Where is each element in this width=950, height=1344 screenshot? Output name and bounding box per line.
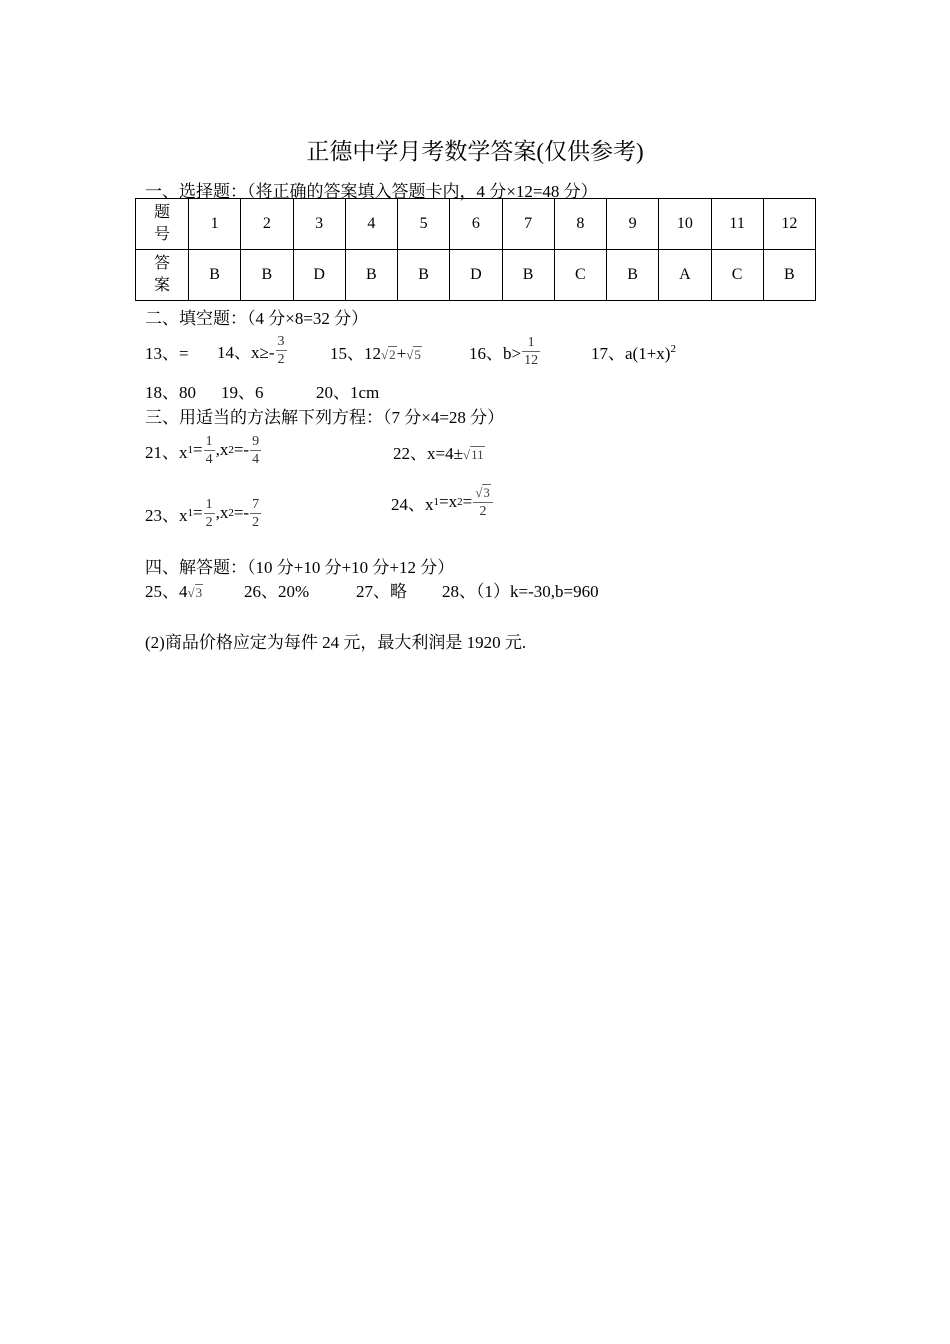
answer-22	[393, 439, 485, 464]
question-number-cell: 2	[241, 199, 293, 250]
answer-25-prefix: 25、4	[145, 582, 188, 601]
answer-cell: C	[711, 250, 763, 301]
answer-24-fraction	[473, 484, 493, 520]
answer-15-prefix: 15、12	[330, 344, 381, 363]
answer-21-eq-2: =-	[233, 440, 250, 459]
answer-22-radical: √11	[462, 447, 484, 462]
answer-cell: D	[450, 250, 502, 301]
answer-23-eq-2: =-	[233, 503, 250, 522]
row-label-answer-char2: 案	[153, 277, 170, 294]
answer-row	[136, 250, 816, 301]
answer-25-radical: √3	[187, 585, 203, 600]
answer-21-numerator-2: 9	[252, 433, 260, 449]
answer-21-sub-2: 2	[228, 444, 234, 456]
answer-15-radical-2: √5	[406, 347, 421, 362]
answer-19: 19、6	[221, 383, 264, 402]
answer-14-denominator: 2	[277, 351, 285, 367]
answer-15-radical-1: √2	[381, 347, 396, 362]
question-number-cell: 7	[502, 199, 554, 250]
answer-27: 27、略	[356, 582, 407, 601]
answer-23-numerator-1: 1	[205, 496, 213, 512]
answer-16	[469, 330, 541, 372]
answer-28-part2: (2)商品价格应定为每件 24 元，最大利润是 1920 元.	[145, 633, 527, 652]
answer-25-radicand: 3	[195, 585, 203, 600]
answer-cell: B	[763, 250, 815, 301]
answer-24-prefix: 24、x	[391, 494, 434, 514]
answer-17-prefix: 17、a(1+x)	[591, 344, 671, 363]
answer-16-prefix: 16、b>	[469, 343, 522, 363]
question-number-cell: 1	[189, 199, 241, 250]
row-label-question	[136, 199, 189, 250]
answer-grid	[135, 198, 816, 301]
question-number-cell: 9	[607, 199, 659, 250]
answer-23-prefix: 23、x	[145, 505, 188, 525]
answer-15-radicand-2: 5	[414, 347, 421, 362]
answer-21-eq-1: =	[193, 440, 203, 459]
answer-17-exponent: 2	[670, 343, 676, 355]
answer-21-mid: ,x	[215, 440, 229, 459]
answer-16-numerator: 1	[527, 334, 535, 350]
answer-23-sub-1: 1	[187, 507, 193, 519]
answer-24-mid: =x	[439, 492, 458, 511]
row-label-answer-char1: 答	[153, 255, 170, 272]
section2-heading: 二、填空题：（4 分×8=32 分）	[145, 309, 369, 328]
answer-23-eq-1: =	[193, 503, 203, 522]
question-number-cell: 11	[711, 199, 763, 250]
answer-cell: B	[345, 250, 397, 301]
answer-28: 28、（1）k=-30,b=960	[442, 582, 599, 601]
answer-24-sub-1: 1	[433, 496, 439, 508]
answer-23-denominator-2: 2	[252, 514, 260, 530]
answer-21-prefix: 21、x	[145, 442, 188, 462]
section3-heading: 三、用适当的方法解下列方程：（7 分×4=28 分）	[145, 408, 505, 427]
answer-24-numerator	[473, 484, 493, 502]
answer-14-numerator: 3	[277, 333, 285, 349]
answer-24-radical: √3	[475, 485, 490, 500]
answer-cell: B	[241, 250, 293, 301]
answer-15-plus: +	[396, 344, 407, 363]
answer-21-denominator-1: 4	[205, 451, 213, 467]
answer-cell: B	[607, 250, 659, 301]
answer-24	[391, 478, 494, 526]
answer-14-fraction	[276, 333, 287, 368]
question-number-cell: 8	[554, 199, 606, 250]
section1-heading: 一、选择题：（将正确的答案填入答题卡内，4 分×12=48 分）	[145, 182, 598, 201]
answer-cell: B	[189, 250, 241, 301]
answer-23-sub-2: 2	[228, 507, 234, 519]
answer-16-fraction	[522, 334, 540, 369]
answer-24-radicand: 3	[483, 485, 490, 500]
answer-20: 20、1cm	[316, 383, 380, 402]
question-number-cell: 5	[398, 199, 450, 250]
answer-24-sub-2: 2	[457, 496, 463, 508]
answer-14-prefix: 14、x≥-	[217, 342, 275, 362]
answer-15	[330, 339, 422, 364]
answer-24-eq: =	[462, 492, 473, 511]
row-label-answer	[136, 250, 189, 301]
answer-cell: A	[659, 250, 711, 301]
answer-cell: B	[398, 250, 450, 301]
answer-15-radicand-1: 2	[389, 347, 396, 362]
question-number-cell: 10	[659, 199, 711, 250]
answer-21-sub-1: 1	[187, 444, 193, 456]
question-number-cell: 6	[450, 199, 502, 250]
answer-18: 18、80	[145, 383, 196, 402]
row-label-question-char1: 题	[153, 204, 170, 221]
question-number-cell: 3	[293, 199, 345, 250]
answer-23-fraction-1	[204, 496, 215, 531]
answer-23-mid: ,x	[215, 503, 229, 522]
answer-23	[145, 491, 262, 535]
answer-16-denominator: 12	[524, 352, 539, 368]
answer-21-fraction-2	[250, 433, 261, 468]
answer-22-prefix: 22、x=4±	[393, 444, 463, 463]
answer-21-denominator-2: 4	[252, 451, 260, 467]
section4-heading: 四、解答题：（10 分+10 分+10 分+12 分）	[145, 558, 455, 577]
page-title: 正德中学月考数学答案(仅供参考)	[306, 139, 644, 164]
answer-21	[145, 429, 262, 471]
question-number-row	[136, 199, 816, 250]
answer-22-radicand: 11	[471, 447, 484, 462]
answer-23-numerator-2: 7	[252, 496, 260, 512]
answer-14	[217, 330, 288, 370]
answer-cell: C	[554, 250, 606, 301]
answer-21-numerator-1: 1	[205, 433, 213, 449]
answer-21-fraction-1	[204, 433, 215, 468]
answer-13: 13、=	[145, 344, 189, 363]
answer-17	[591, 339, 676, 364]
answer-cell: D	[293, 250, 345, 301]
answer-25	[145, 577, 203, 602]
question-number-cell: 12	[763, 199, 815, 250]
answer-cell: B	[502, 250, 554, 301]
row-label-question-char2: 号	[153, 226, 170, 243]
answer-23-fraction-2	[250, 496, 261, 531]
answer-24-denominator: 2	[473, 502, 493, 520]
question-number-cell: 4	[345, 199, 397, 250]
answer-26: 26、20%	[244, 582, 310, 601]
answer-23-denominator-1: 2	[205, 514, 213, 530]
